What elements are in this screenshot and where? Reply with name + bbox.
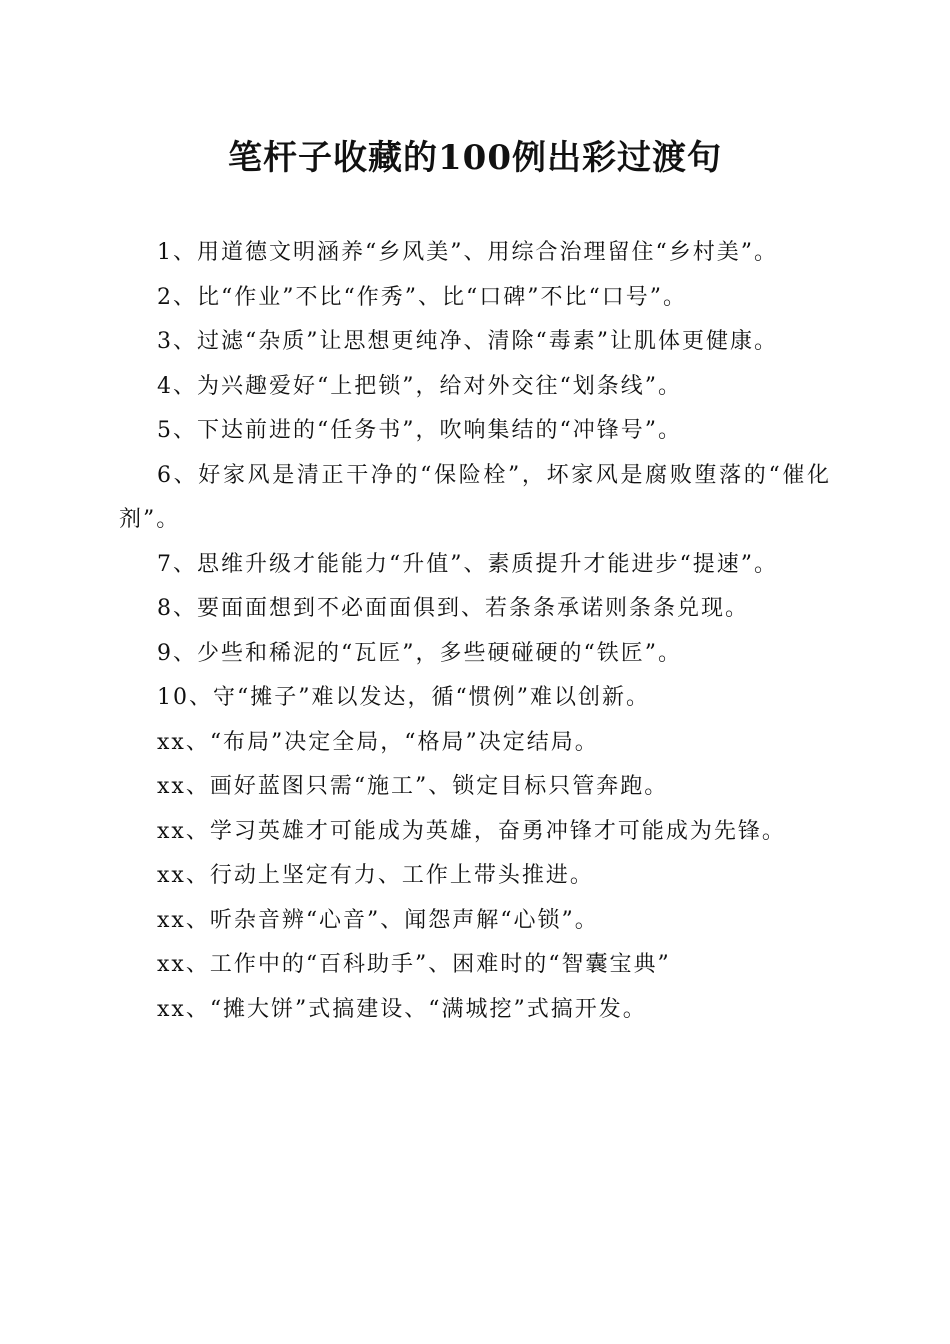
paragraph-11: xx、“布局”决定全局，“格局”决定结局。 <box>157 729 599 755</box>
paragraph-13: xx、学习英雄才可能成为英雄，奋勇冲锋才可能成为先锋。 <box>157 818 786 844</box>
paragraph-4: 4、为兴趣爱好“上把锁”，给对外交往“划条线”。 <box>157 373 682 399</box>
paragraph-7: 7、思维升级才能能力“升值”、素质提升才能进步“提速”。 <box>157 551 778 577</box>
paragraph-2: 2、比“作业”不比“作秀”、比“口碑”不比“口号”。 <box>157 284 687 310</box>
paragraph-14: xx、行动上坚定有力、工作上带头推进。 <box>157 863 594 888</box>
paragraph-1: 1、用道德文明涵养“乡风美”、用综合治理留住“乡村美”。 <box>157 240 778 265</box>
document-title: 笔杆子收藏的100例出彩过渡句 <box>228 138 722 178</box>
paragraph-3: 3、过滤“杂质”让思想更纯净、清除“毒素”让肌体更健康。 <box>157 329 778 354</box>
paragraph-5: 5、下达前进的“任务书”，吹响集结的“冲锋号”。 <box>157 418 682 443</box>
document-body <box>119 231 831 1032</box>
paragraph-6: 6、好家风是清正干净的“保险栓”，坏家风是腐败堕落的“催化剂”。 <box>119 462 831 532</box>
paragraph-12: xx、画好蓝图只需“施工”、锁定目标只管奔跑。 <box>157 774 669 799</box>
paragraph-9: 9、少些和稀泥的“瓦匠”，多些硬碰硬的“铁匠”。 <box>157 640 682 666</box>
paragraph-15: xx、听杂音辨“心音”、闻怨声解“心锁”。 <box>157 907 599 933</box>
paragraph-16: xx、工作中的“百科助手”、困难时的“智囊宝典” <box>157 952 671 977</box>
paragraph-8: 8、要面面想到不必面面俱到、若条条承诺则条条兑现。 <box>157 596 749 621</box>
paragraph-10: 10、守“摊子”难以发达，循“惯例”难以创新。 <box>157 685 650 710</box>
paragraph-17: xx、“摊大饼”式搞建设、“满城挖”式搞开发。 <box>157 996 647 1022</box>
